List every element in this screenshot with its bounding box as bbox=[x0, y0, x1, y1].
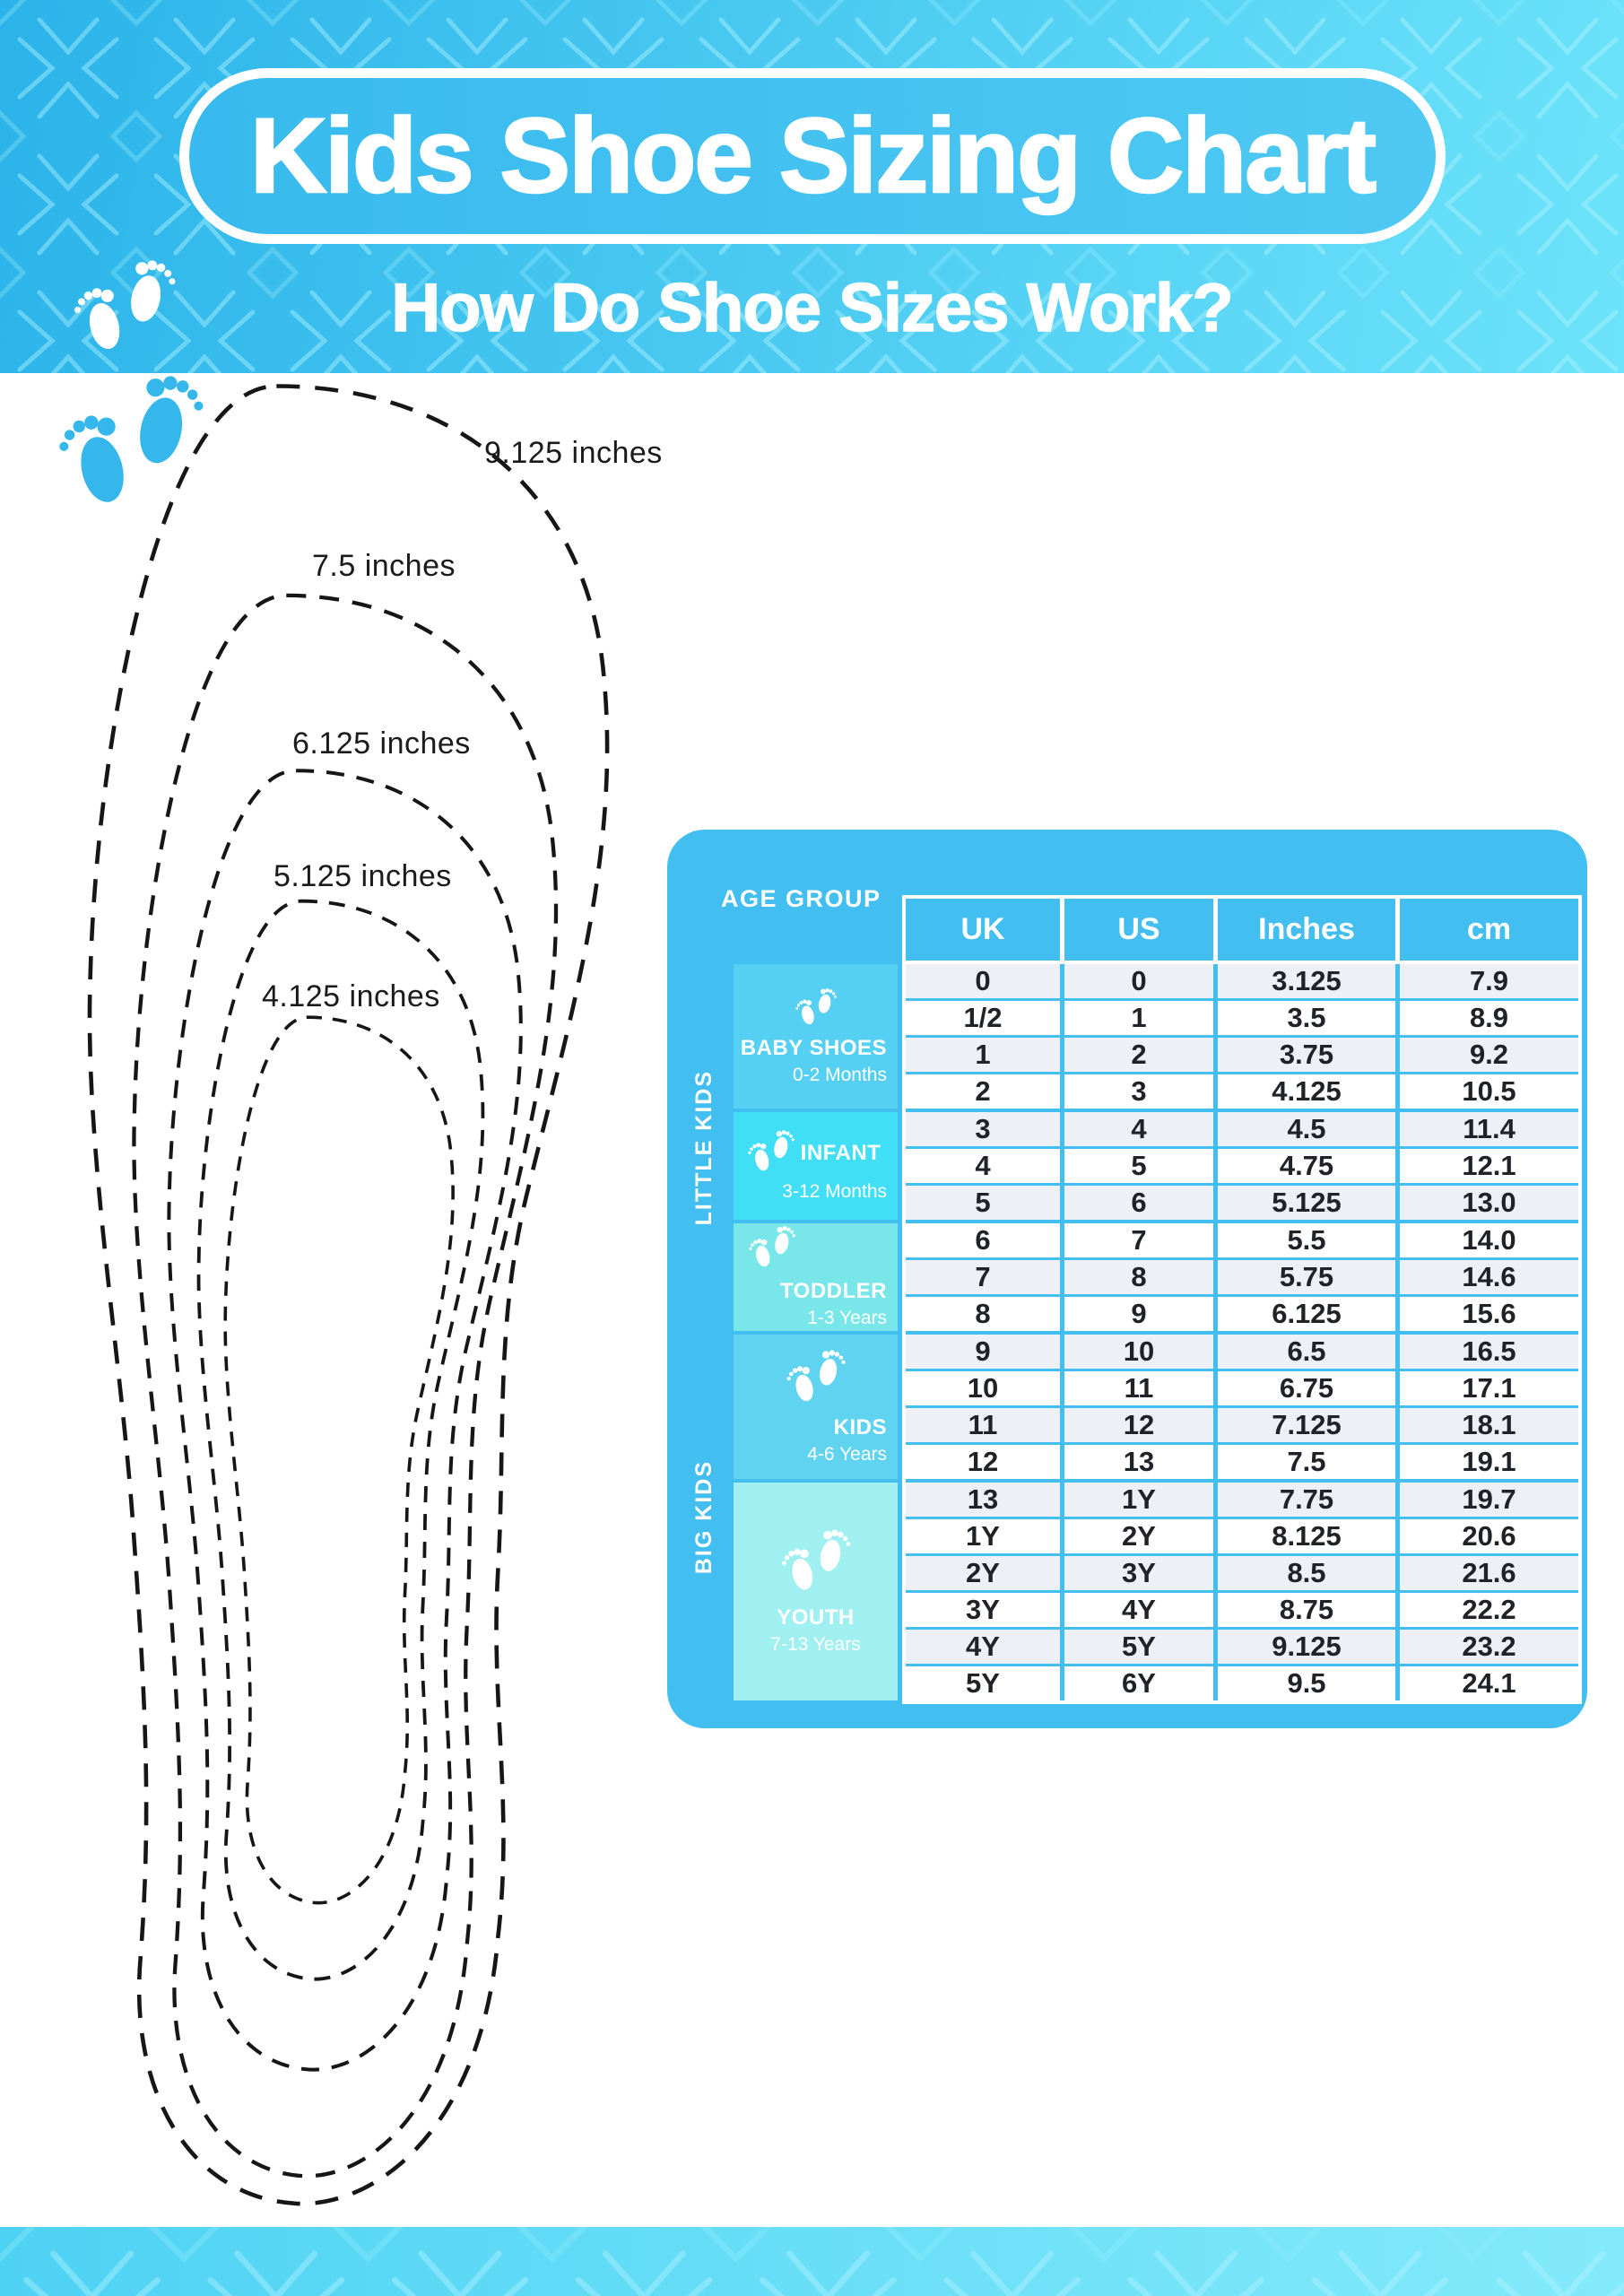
side-label-strip bbox=[674, 964, 734, 1700]
size-cell-cm: 16.5 bbox=[1400, 1335, 1578, 1369]
foot-outline bbox=[225, 1017, 453, 1902]
size-cell-cm: 22.2 bbox=[1400, 1593, 1578, 1627]
size-cell-us: 12 bbox=[1064, 1408, 1213, 1442]
outline-size-label: 4.125 inches bbox=[262, 979, 440, 1013]
outline-size-label: 9.125 inches bbox=[484, 436, 663, 470]
footprints-icon bbox=[734, 1225, 898, 1274]
column-header-cm: cm bbox=[1400, 899, 1578, 961]
size-cell-inches: 4.75 bbox=[1218, 1149, 1395, 1183]
size-cell-uk: 10 bbox=[906, 1371, 1060, 1405]
size-cell-uk: 5Y bbox=[906, 1666, 1060, 1700]
size-cell-cm: 13.0 bbox=[1400, 1186, 1578, 1220]
size-cell-uk: 7 bbox=[906, 1260, 1060, 1294]
side-label-little-kids: LITTLE KIDS bbox=[690, 1069, 716, 1226]
size-cell-inches: 7.75 bbox=[1218, 1483, 1395, 1517]
size-cell-us: 4 bbox=[1064, 1112, 1213, 1146]
size-cell-us: 11 bbox=[1064, 1371, 1213, 1405]
outline-size-label: 5.125 inches bbox=[274, 859, 452, 893]
table-row bbox=[906, 964, 1578, 998]
size-cell-us: 5Y bbox=[1064, 1630, 1213, 1664]
size-cell-cm: 8.9 bbox=[1400, 1001, 1578, 1035]
size-cell-inches: 3.5 bbox=[1218, 1001, 1395, 1035]
size-cell-inches: 5.75 bbox=[1218, 1260, 1395, 1294]
size-cell-uk: 13 bbox=[906, 1483, 1060, 1517]
size-cell-us: 1 bbox=[1064, 1001, 1213, 1035]
table-row bbox=[906, 1001, 1578, 1035]
size-cell-uk: 1 bbox=[906, 1038, 1060, 1072]
table-row bbox=[906, 1408, 1578, 1442]
table-row bbox=[906, 1335, 1578, 1369]
table-row bbox=[906, 1371, 1578, 1405]
size-cell-inches: 6.125 bbox=[1218, 1297, 1395, 1331]
foot-outline bbox=[199, 901, 483, 1979]
age-group-cell bbox=[734, 1112, 898, 1220]
size-cell-cm: 24.1 bbox=[1400, 1666, 1578, 1700]
size-cell-inches: 6.75 bbox=[1218, 1371, 1395, 1405]
size-cell-uk: 2Y bbox=[906, 1556, 1060, 1590]
size-cell-us: 13 bbox=[1064, 1445, 1213, 1479]
size-cell-inches: 4.125 bbox=[1218, 1074, 1395, 1109]
footprints-icon bbox=[734, 1528, 898, 1600]
footprints-icon bbox=[747, 1129, 795, 1178]
age-group-name: YOUTH bbox=[777, 1605, 855, 1630]
size-cell-us: 1Y bbox=[1064, 1483, 1213, 1517]
table-row bbox=[906, 1556, 1578, 1590]
size-cell-inches: 5.125 bbox=[1218, 1186, 1395, 1220]
table-row bbox=[906, 1483, 1578, 1517]
column-header-inches: Inches bbox=[1218, 899, 1395, 961]
foot-outline bbox=[134, 596, 556, 2176]
size-cell-cm: 20.6 bbox=[1400, 1519, 1578, 1553]
size-cell-us: 9 bbox=[1064, 1297, 1213, 1331]
size-cell-uk: 5 bbox=[906, 1186, 1060, 1220]
size-cell-cm: 15.6 bbox=[1400, 1297, 1578, 1331]
table-row bbox=[906, 1297, 1578, 1331]
size-cell-cm: 18.1 bbox=[1400, 1408, 1578, 1442]
size-cell-uk: 4Y bbox=[906, 1630, 1060, 1664]
age-group-cell bbox=[734, 1483, 898, 1700]
size-cell-uk: 11 bbox=[906, 1408, 1060, 1442]
outline-size-label: 6.125 inches bbox=[292, 726, 471, 761]
size-cell-cm: 11.4 bbox=[1400, 1112, 1578, 1146]
size-cell-us: 8 bbox=[1064, 1260, 1213, 1294]
size-cell-us: 4Y bbox=[1064, 1593, 1213, 1627]
page-title: Kids Shoe Sizing Chart bbox=[249, 97, 1376, 215]
age-group-range: 1-3 Years bbox=[807, 1308, 887, 1328]
size-cell-inches: 9.125 bbox=[1218, 1630, 1395, 1664]
size-cell-us: 7 bbox=[1064, 1223, 1213, 1257]
size-cell-uk: 2 bbox=[906, 1074, 1060, 1109]
size-cell-cm: 14.0 bbox=[1400, 1223, 1578, 1257]
size-cell-us: 3Y bbox=[1064, 1556, 1213, 1590]
table-body bbox=[902, 964, 1582, 1704]
size-cell-uk: 4 bbox=[906, 1149, 1060, 1183]
table-row bbox=[906, 1186, 1578, 1220]
size-cell-cm: 19.7 bbox=[1400, 1483, 1578, 1517]
size-cell-uk: 9 bbox=[906, 1335, 1060, 1369]
table-row bbox=[906, 1112, 1578, 1146]
header-banner bbox=[0, 0, 1624, 373]
size-cell-inches: 5.5 bbox=[1218, 1223, 1395, 1257]
size-cell-inches: 6.5 bbox=[1218, 1335, 1395, 1369]
size-cell-cm: 17.1 bbox=[1400, 1371, 1578, 1405]
table-row bbox=[906, 1038, 1578, 1072]
age-group-range: 7-13 Years bbox=[770, 1633, 861, 1655]
size-cell-uk: 1Y bbox=[906, 1519, 1060, 1553]
age-group-cell bbox=[734, 964, 898, 1109]
age-group-name: TODDLER bbox=[779, 1279, 887, 1303]
size-cell-us: 6 bbox=[1064, 1186, 1213, 1220]
footer-banner bbox=[0, 2227, 1624, 2296]
footprints-icon bbox=[734, 987, 898, 1031]
size-cell-inches: 7.125 bbox=[1218, 1408, 1395, 1442]
size-cell-uk: 12 bbox=[906, 1445, 1060, 1479]
size-cell-uk: 3 bbox=[906, 1112, 1060, 1146]
age-group-range: 4-6 Years bbox=[807, 1443, 887, 1465]
size-table-panel bbox=[667, 830, 1587, 1728]
age-group-range: 0-2 Months bbox=[792, 1064, 887, 1085]
size-cell-inches: 9.5 bbox=[1218, 1666, 1395, 1700]
size-cell-inches: 8.125 bbox=[1218, 1519, 1395, 1553]
size-cell-uk: 6 bbox=[906, 1223, 1060, 1257]
table-row bbox=[906, 1149, 1578, 1183]
size-cell-cm: 21.6 bbox=[1400, 1556, 1578, 1590]
size-cell-cm: 14.6 bbox=[1400, 1260, 1578, 1294]
age-group-cell bbox=[734, 1223, 898, 1331]
table-row bbox=[906, 1445, 1578, 1479]
footprints-icon bbox=[56, 373, 206, 524]
table-row bbox=[906, 1630, 1578, 1664]
foot-outline bbox=[90, 387, 607, 2205]
size-cell-inches: 3.75 bbox=[1218, 1038, 1395, 1072]
age-group-name: BABY SHOES bbox=[740, 1035, 887, 1060]
footprints-icon bbox=[734, 1349, 898, 1410]
size-cell-us: 5 bbox=[1064, 1149, 1213, 1183]
age-group-column bbox=[734, 964, 898, 1700]
size-cell-us: 3 bbox=[1064, 1074, 1213, 1109]
size-cell-inches: 8.75 bbox=[1218, 1593, 1395, 1627]
size-cell-us: 2Y bbox=[1064, 1519, 1213, 1553]
age-group-name: INFANT bbox=[800, 1141, 881, 1165]
size-cell-us: 6Y bbox=[1064, 1666, 1213, 1700]
age-group-cell bbox=[734, 1335, 898, 1479]
size-cell-inches: 7.5 bbox=[1218, 1445, 1395, 1479]
table-header-row bbox=[902, 895, 1582, 964]
size-cell-cm: 7.9 bbox=[1400, 964, 1578, 998]
side-label-big-kids: BIG KIDS bbox=[690, 1460, 716, 1575]
age-group-name: KIDS bbox=[833, 1414, 887, 1439]
size-cell-cm: 19.1 bbox=[1400, 1445, 1578, 1479]
title-box bbox=[179, 68, 1446, 244]
outline-size-label: 7.5 inches bbox=[312, 549, 456, 583]
age-group-range: 3-12 Months bbox=[782, 1181, 887, 1202]
foot-outline bbox=[169, 770, 520, 2069]
size-cell-cm: 23.2 bbox=[1400, 1630, 1578, 1664]
age-group-header: AGE GROUP bbox=[721, 885, 881, 912]
size-cell-inches: 4.5 bbox=[1218, 1112, 1395, 1146]
size-cell-cm: 9.2 bbox=[1400, 1038, 1578, 1072]
column-header-uk: UK bbox=[906, 899, 1060, 961]
table-row bbox=[906, 1666, 1578, 1700]
table-row bbox=[906, 1260, 1578, 1294]
size-cell-uk: 8 bbox=[906, 1297, 1060, 1331]
size-cell-uk: 3Y bbox=[906, 1593, 1060, 1627]
size-cell-us: 0 bbox=[1064, 964, 1213, 998]
table-row bbox=[906, 1223, 1578, 1257]
size-cell-inches: 8.5 bbox=[1218, 1556, 1395, 1590]
size-cell-us: 2 bbox=[1064, 1038, 1213, 1072]
table-row bbox=[906, 1519, 1578, 1553]
size-cell-uk: 1/2 bbox=[906, 1001, 1060, 1035]
size-cell-uk: 0 bbox=[906, 964, 1060, 998]
page-subtitle: How Do Shoe Sizes Work? bbox=[391, 270, 1233, 346]
table-row bbox=[906, 1074, 1578, 1109]
size-cell-cm: 12.1 bbox=[1400, 1149, 1578, 1183]
size-cell-inches: 3.125 bbox=[1218, 964, 1395, 998]
diamond-pattern bbox=[0, 2227, 1624, 2296]
table-row bbox=[906, 1593, 1578, 1627]
size-cell-us: 10 bbox=[1064, 1335, 1213, 1369]
size-cell-cm: 10.5 bbox=[1400, 1074, 1578, 1109]
footprints-icon bbox=[72, 258, 178, 364]
column-header-us: US bbox=[1064, 899, 1213, 961]
